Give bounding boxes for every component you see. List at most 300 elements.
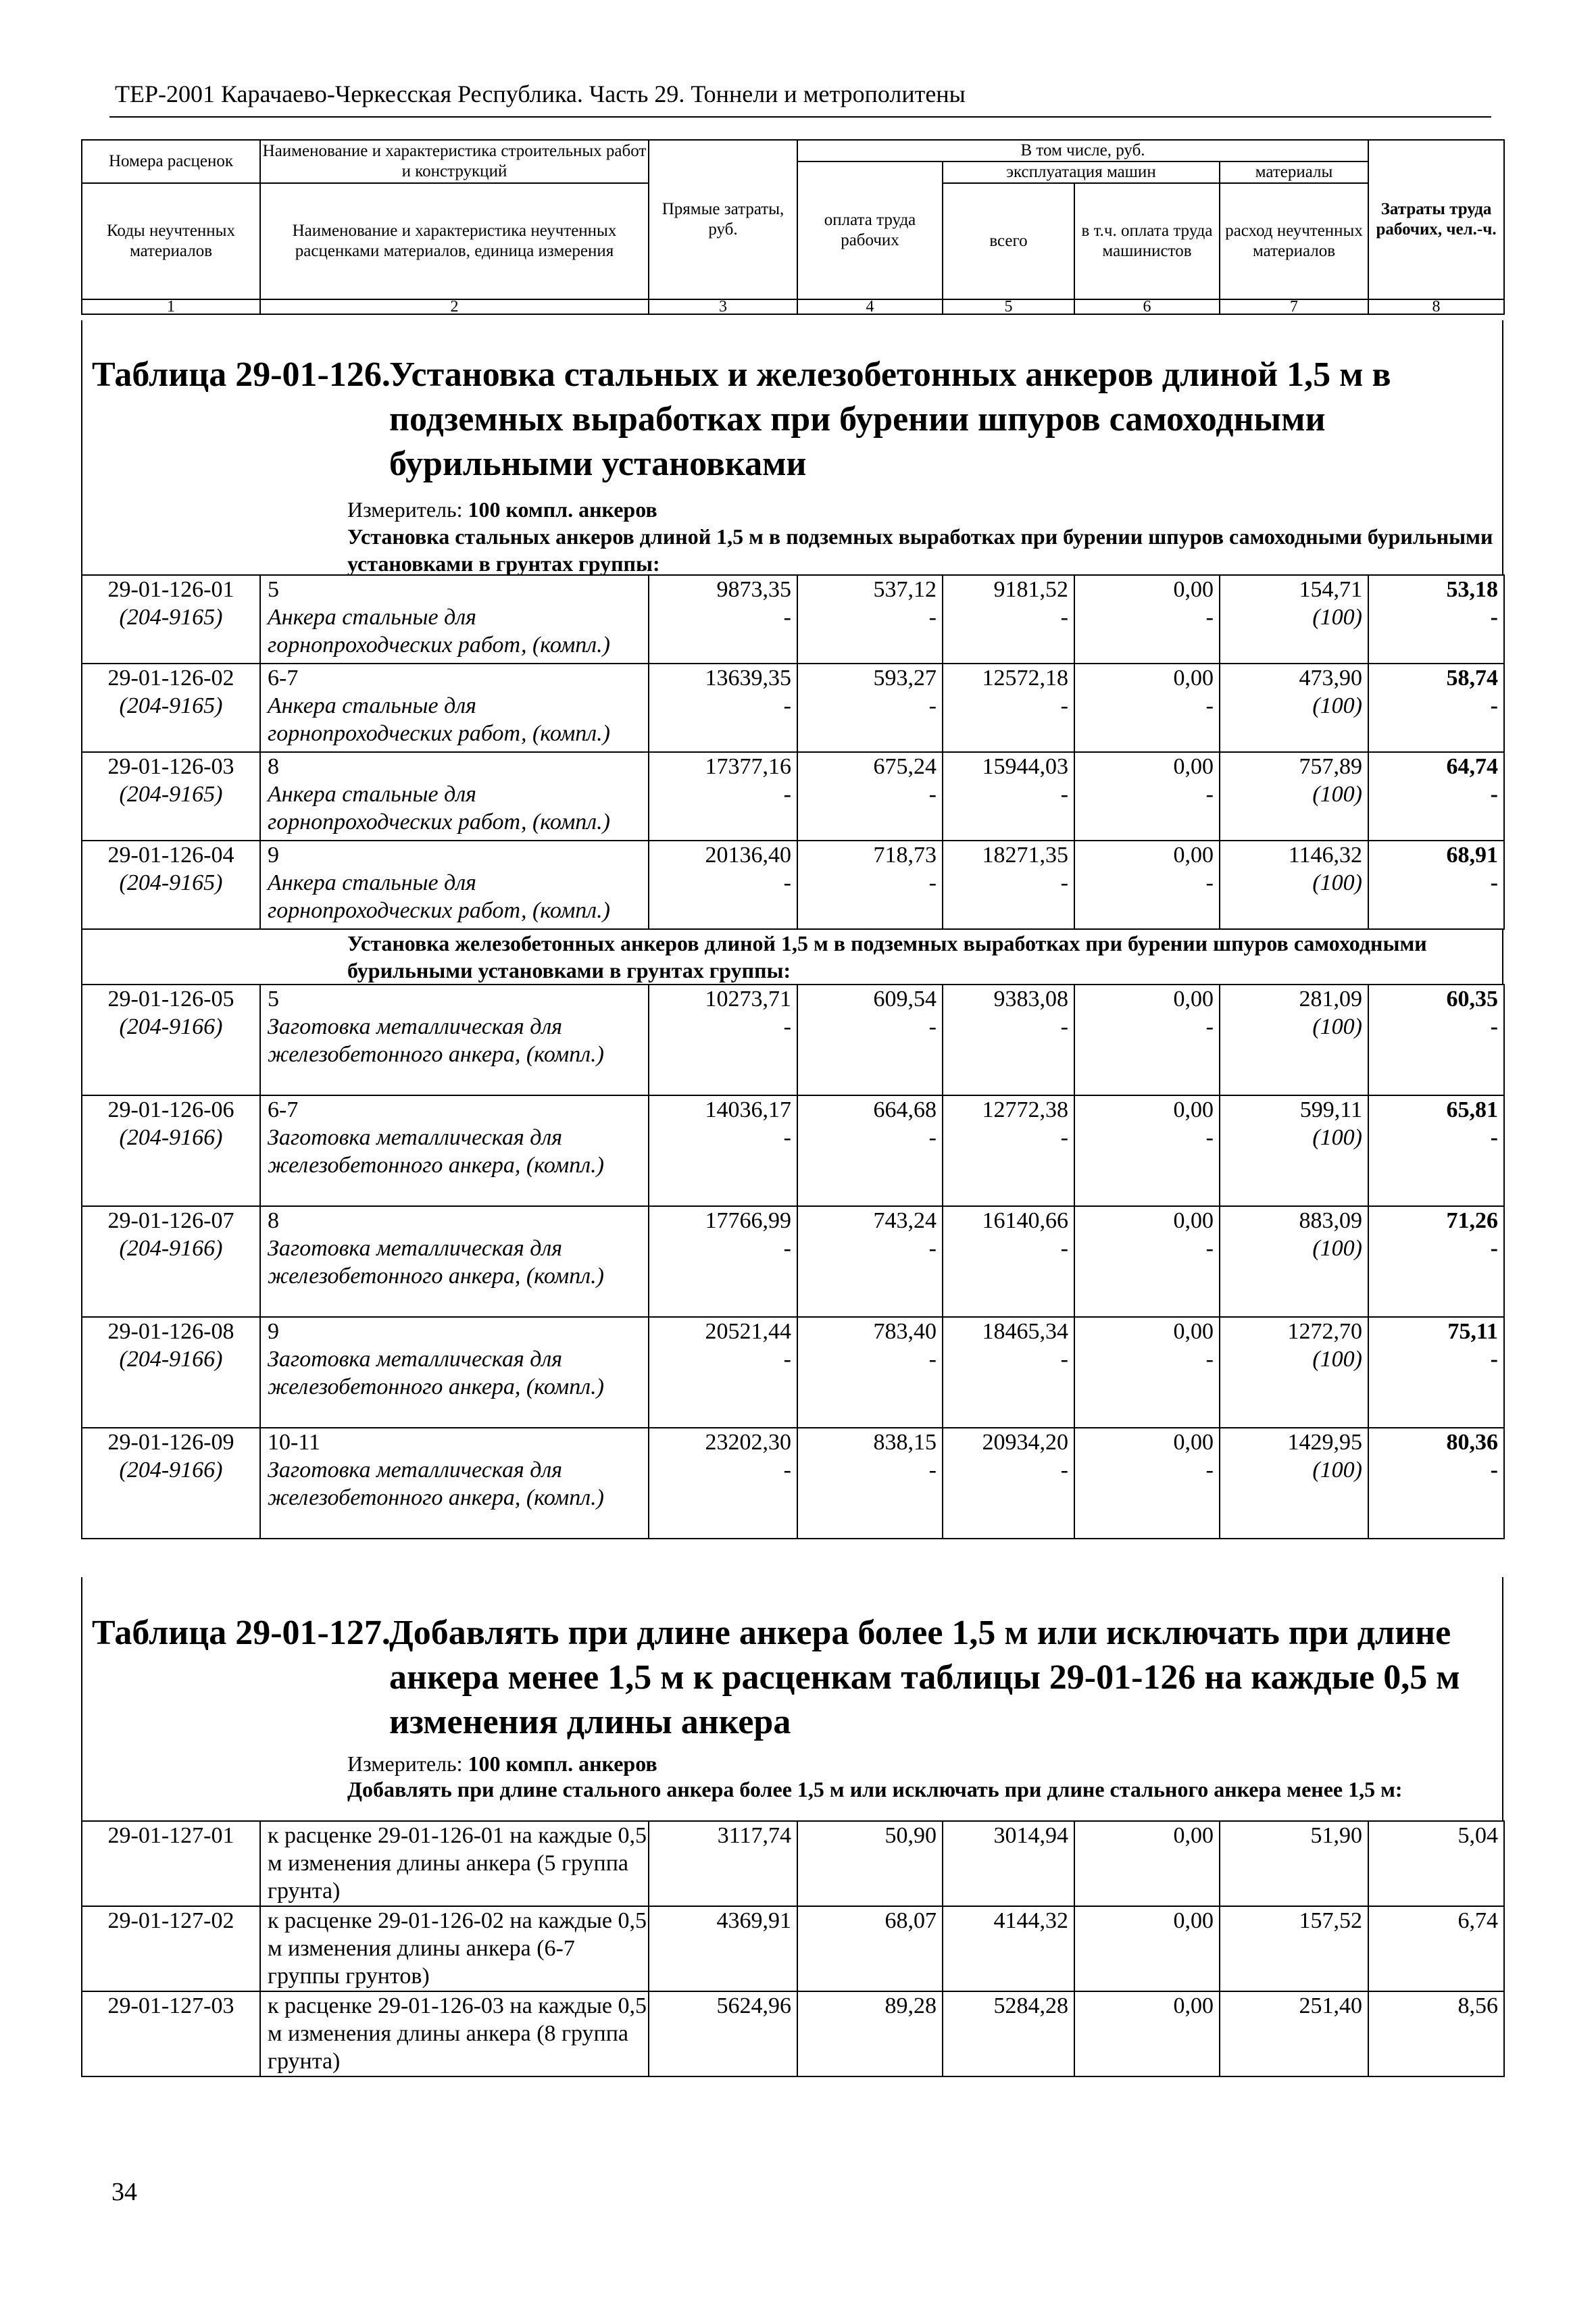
direct-cost-cell <box>649 1428 797 1539</box>
rate-code-cell <box>82 841 260 929</box>
col-number: 3 <box>649 299 797 314</box>
rate-name: 10-11 <box>268 1430 321 1455</box>
wages: 609,54 <box>873 987 937 1012</box>
col7-label: расход неучтенных материалов <box>1220 183 1368 299</box>
rate-name-cell <box>260 575 649 664</box>
rate-name: 8 <box>268 754 279 779</box>
direct-cost: 13639,35 <box>705 666 791 691</box>
labor-cell <box>1368 1095 1504 1206</box>
wages: 89,28 <box>884 1993 937 2018</box>
rate-name-cell <box>260 841 649 929</box>
material-qty: (100) <box>1312 782 1362 807</box>
table126-number: Таблица 29-01-126. <box>92 355 391 394</box>
dash: - <box>1490 605 1498 630</box>
dash: - <box>1205 870 1214 895</box>
materials-cell <box>1220 1428 1368 1539</box>
table127-measure <box>347 1751 657 1776</box>
machines-cell <box>943 664 1074 752</box>
dash: - <box>1490 870 1498 895</box>
col-number: 8 <box>1368 299 1504 314</box>
rate-code-cell <box>82 1906 260 1991</box>
rate-row <box>82 1991 1504 2076</box>
table126-measure <box>347 497 657 522</box>
rate-row <box>82 841 1504 929</box>
rate-name: 5 <box>268 987 279 1012</box>
dash: - <box>1060 782 1068 807</box>
rate-name-cell <box>260 1428 649 1539</box>
operators-wages: 0,00 <box>1173 987 1214 1012</box>
wages-cell <box>797 1991 943 2076</box>
machines-cost: 9181,52 <box>993 577 1068 602</box>
materials-cost: 281,09 <box>1299 987 1362 1012</box>
dash: - <box>1205 693 1214 718</box>
materials-cell <box>1220 664 1368 752</box>
labor-cost: 71,26 <box>1446 1208 1498 1233</box>
direct-cost-cell <box>649 985 797 1095</box>
operators-cell <box>1074 1095 1220 1206</box>
labor-cell <box>1368 1991 1504 2076</box>
machines-cost: 9383,08 <box>993 987 1068 1012</box>
machines-cost: 5284,28 <box>993 1993 1068 2018</box>
direct-cost: 17766,99 <box>705 1208 791 1233</box>
direct-cost-cell <box>649 1821 797 1906</box>
rate-code: 29-01-127-03 <box>107 1993 234 2018</box>
direct-cost-cell <box>649 1991 797 2076</box>
labor-cell <box>1368 752 1504 841</box>
table127-title <box>92 1611 1497 1753</box>
labor-cell <box>1368 985 1504 1095</box>
wages: 838,15 <box>873 1430 937 1455</box>
operators-cell <box>1074 1906 1220 1991</box>
labor-cost: 68,91 <box>1446 843 1498 868</box>
rate-code-cell <box>82 985 260 1095</box>
dash: - <box>928 693 937 718</box>
column-numbers-row <box>82 299 1504 314</box>
rate-code: 29-01-126-06 <box>107 1097 234 1122</box>
rate-code-cell <box>82 1821 260 1906</box>
rate-code: 29-01-126-04 <box>107 843 234 868</box>
direct-cost: 20136,40 <box>705 843 791 868</box>
materials-cell <box>1220 1206 1368 1317</box>
machines-cell <box>943 841 1074 929</box>
table126-header-section <box>81 320 1503 574</box>
wages: 68,07 <box>884 1908 937 1933</box>
dash: - <box>1205 1236 1214 1261</box>
table126-title <box>92 353 1497 495</box>
labor-cost: 80,36 <box>1446 1430 1498 1455</box>
col8-label: Затраты труда рабочих, чел.-ч. <box>1368 140 1504 299</box>
material-code: (204-9165) <box>119 782 223 807</box>
wages: 675,24 <box>873 754 937 779</box>
rate-row <box>82 664 1504 752</box>
machines-cell <box>943 1317 1074 1428</box>
dash: - <box>928 1236 937 1261</box>
material-qty: (100) <box>1312 605 1362 630</box>
direct-cost: 14036,17 <box>705 1097 791 1122</box>
materials-cell <box>1220 752 1368 841</box>
materials-cost: 473,90 <box>1299 666 1362 691</box>
table127-header-section <box>81 1577 1503 1820</box>
dash: - <box>783 782 791 807</box>
rate-row <box>82 752 1504 841</box>
col6-label: в т.ч. оплата труда машинистов <box>1074 183 1220 299</box>
machines-cost: 16140,66 <box>982 1208 1068 1233</box>
rate-name-cell <box>260 752 649 841</box>
operators-cell <box>1074 1206 1220 1317</box>
materials-cost: 1146,32 <box>1288 843 1362 868</box>
rate-code: 29-01-126-09 <box>107 1430 234 1455</box>
labor-cell <box>1368 1317 1504 1428</box>
operators-wages: 0,00 <box>1173 577 1214 602</box>
material-code: (204-9166) <box>119 1458 223 1483</box>
running-header: ТЕР-2001 Карачаево-Черкесская Республика. Часть 29. Тоннели и метрополитены <box>115 80 966 107</box>
materials-cell <box>1220 985 1368 1095</box>
table127-group-heading: Добавлять при длине стального анкера более 1,5 м или исключать при длине стального анкера менее 1,5 м: <box>347 1777 1403 1801</box>
dash: - <box>928 870 937 895</box>
material-qty: (100) <box>1312 870 1362 895</box>
dash: - <box>1205 782 1214 807</box>
machines-cost: 4144,32 <box>993 1908 1068 1933</box>
rate-name: 9 <box>268 843 279 868</box>
dash: - <box>928 1125 937 1150</box>
direct-cost-cell <box>649 1317 797 1428</box>
col1-top-label: Номера расценок <box>82 140 260 183</box>
table126-rows <box>81 574 1505 930</box>
wages-cell <box>797 1906 943 1991</box>
dash: - <box>1490 1236 1498 1261</box>
dash: - <box>1060 1236 1068 1261</box>
wages-cell <box>797 985 943 1095</box>
direct-cost-cell <box>649 1906 797 1991</box>
operators-wages: 0,00 <box>1173 1823 1214 1848</box>
materials-cell <box>1220 841 1368 929</box>
labor-cost: 53,18 <box>1446 577 1498 602</box>
dash: - <box>783 1236 791 1261</box>
rate-code: 29-01-126-02 <box>107 666 234 691</box>
dash: - <box>1490 1347 1498 1372</box>
wages: 593,27 <box>873 666 937 691</box>
rate-code-cell <box>82 1991 260 2076</box>
operators-cell <box>1074 1821 1220 1906</box>
material-qty: (100) <box>1312 1236 1362 1261</box>
machines-cell <box>943 752 1074 841</box>
col2-bottom-label: Наименование и характеристика неучтенных расценками материалов, единица измерения <box>260 183 649 299</box>
page-number: 34 <box>111 2178 137 2206</box>
rate-name-cell <box>260 1821 649 1906</box>
wages: 537,12 <box>873 577 937 602</box>
materials-cost: 51,90 <box>1310 1823 1362 1848</box>
material-name: Заготовка металлическая для железобетонного анкера, (компл.) <box>268 1236 604 1289</box>
material-code: (204-9165) <box>119 870 223 895</box>
material-qty: (100) <box>1312 1458 1362 1483</box>
direct-cost: 5624,96 <box>716 1993 791 2018</box>
dash: - <box>1490 1014 1498 1039</box>
operators-wages: 0,00 <box>1173 843 1214 868</box>
rate-row <box>82 1095 1504 1206</box>
labor-cell <box>1368 841 1504 929</box>
material-name: Анкера стальные для горнопроходческих работ, (компл.) <box>268 693 610 746</box>
dash: - <box>783 1458 791 1483</box>
machines-cost: 18271,35 <box>982 843 1068 868</box>
rate-row <box>82 985 1504 1095</box>
dash: - <box>928 1014 937 1039</box>
direct-cost: 17377,16 <box>705 754 791 779</box>
direct-cost: 3117,74 <box>717 1823 791 1848</box>
material-qty: (100) <box>1312 693 1362 718</box>
direct-cost-cell <box>649 575 797 664</box>
rate-name-cell <box>260 1906 649 1991</box>
direct-cost: 23202,30 <box>705 1430 791 1455</box>
col3-label: Прямые затраты, руб. <box>649 140 797 299</box>
direct-cost-cell <box>649 752 797 841</box>
dash: - <box>1490 1125 1498 1150</box>
rate-row <box>82 1317 1504 1428</box>
dash: - <box>1060 693 1068 718</box>
labor-cost: 58,74 <box>1446 666 1498 691</box>
dash: - <box>1205 1125 1214 1150</box>
rate-code: 29-01-126-05 <box>107 987 234 1012</box>
material-name: Заготовка металлическая для железобетонного анкера, (компл.) <box>268 1125 604 1178</box>
rate-row <box>82 1428 1504 1539</box>
operators-cell <box>1074 1317 1220 1428</box>
rate-name-cell <box>260 1317 649 1428</box>
rate-name: к расценке 29-01-126-02 на каждые 0,5 м изменения длины анкера (6-7 группы грунтов) <box>268 1908 647 1989</box>
table126-group2-heading: Установка железобетонных анкеров длиной 1,5 м в подземных выработках при бурении шпуров самоходными бурильными установками в грунтах группы: <box>347 931 1427 982</box>
operators-wages: 0,00 <box>1173 1208 1214 1233</box>
rate-name: 6-7 <box>268 1097 299 1122</box>
rate-name: 6-7 <box>268 666 299 691</box>
operators-wages: 0,00 <box>1173 1993 1214 2018</box>
rate-code-cell <box>82 752 260 841</box>
col-number: 2 <box>260 299 649 314</box>
labor-cost: 75,11 <box>1447 1319 1498 1344</box>
rate-code-cell <box>82 1206 260 1317</box>
machines-cost: 15944,03 <box>982 754 1068 779</box>
materials-cost: 157,52 <box>1299 1908 1362 1933</box>
direct-cost-cell <box>649 1206 797 1317</box>
rate-code-cell <box>82 664 260 752</box>
table127-rows <box>81 1820 1505 2077</box>
wages-cell <box>797 1428 943 1539</box>
col-number: 4 <box>797 299 943 314</box>
materials-cell <box>1220 1991 1368 2076</box>
labor-cost: 6,74 <box>1457 1908 1498 1933</box>
operators-wages: 0,00 <box>1173 1430 1214 1455</box>
direct-cost-cell <box>649 664 797 752</box>
table126-group1-heading: Установка стальных анкеров длиной 1,5 м в подземных выработках при бурении шпуров самоходными бурильными установками в грунтах группы: <box>347 524 1493 576</box>
dash: - <box>1490 782 1498 807</box>
rate-name: 5 <box>268 577 279 602</box>
wages-cell <box>797 575 943 664</box>
rate-code-cell <box>82 575 260 664</box>
labor-cost: 64,74 <box>1446 754 1498 779</box>
dash: - <box>783 870 791 895</box>
machines-cost: 12572,18 <box>982 666 1068 691</box>
col-number: 6 <box>1074 299 1220 314</box>
machines-cell <box>943 985 1074 1095</box>
materials-cell <box>1220 1821 1368 1906</box>
materials-cost: 251,40 <box>1299 1993 1362 2018</box>
machines-cell <box>943 1095 1074 1206</box>
table127-number: Таблица 29-01-127. <box>92 1614 391 1652</box>
rate-code: 29-01-126-01 <box>107 577 234 602</box>
rate-row <box>82 1821 1504 1906</box>
direct-cost: 4369,91 <box>716 1908 791 1933</box>
operators-wages: 0,00 <box>1173 666 1214 691</box>
wages: 664,68 <box>873 1097 937 1122</box>
column-header-table <box>81 139 1505 315</box>
materials-cost: 757,89 <box>1299 754 1362 779</box>
rate-code-cell <box>82 1095 260 1206</box>
operators-cell <box>1074 1428 1220 1539</box>
rate-name-cell <box>260 985 649 1095</box>
materials-cost: 1272,70 <box>1287 1319 1362 1344</box>
material-name: Анкера стальные для горнопроходческих работ, (компл.) <box>268 605 610 657</box>
wages-cell <box>797 1206 943 1317</box>
material-code: (204-9165) <box>119 693 223 718</box>
rate-name: 8 <box>268 1208 279 1233</box>
operators-cell <box>1074 752 1220 841</box>
machines-cell <box>943 1821 1074 1906</box>
dash: - <box>1060 605 1068 630</box>
rate-code: 29-01-127-01 <box>107 1823 234 1848</box>
rate-code: 29-01-126-08 <box>107 1319 234 1344</box>
materials-label: материалы <box>1220 161 1368 183</box>
material-qty: (100) <box>1312 1347 1362 1372</box>
col4-label: оплата труда рабочих <box>797 161 943 299</box>
operators-cell <box>1074 1991 1220 2076</box>
operators-wages: 0,00 <box>1173 1319 1214 1344</box>
wages-cell <box>797 841 943 929</box>
dash: - <box>1060 1458 1068 1483</box>
labor-cell <box>1368 1821 1504 1906</box>
labor-cost: 60,35 <box>1446 987 1498 1012</box>
operators-cell <box>1074 841 1220 929</box>
rate-row <box>82 575 1504 664</box>
operators-cell <box>1074 575 1220 664</box>
dash: - <box>928 1347 937 1372</box>
direct-cost-cell <box>649 841 797 929</box>
machines-cell <box>943 1206 1074 1317</box>
rate-name: к расценке 29-01-126-01 на каждые 0,5 м изменения длины анкера (5 группа грунта) <box>268 1823 647 1903</box>
machines-cost: 12772,38 <box>982 1097 1068 1122</box>
rate-name-cell <box>260 1206 649 1317</box>
direct-cost: 10273,71 <box>705 987 791 1012</box>
material-code: (204-9166) <box>119 1347 223 1372</box>
labor-cost: 8,56 <box>1457 1993 1498 2018</box>
labor-cost: 5,04 <box>1457 1823 1498 1848</box>
header-rule <box>109 116 1491 118</box>
operators-wages: 0,00 <box>1173 1908 1214 1933</box>
col-number: 7 <box>1220 299 1368 314</box>
dash: - <box>783 1125 791 1150</box>
dash: - <box>783 605 791 630</box>
material-qty: (100) <box>1312 1125 1362 1150</box>
operators-wages: 0,00 <box>1173 754 1214 779</box>
rate-code: 29-01-126-03 <box>107 754 234 779</box>
direct-cost: 20521,44 <box>705 1319 791 1344</box>
dash: - <box>783 693 791 718</box>
dash: - <box>928 782 937 807</box>
materials-cell <box>1220 1095 1368 1206</box>
material-name: Анкера стальные для горнопроходческих работ, (компл.) <box>268 782 610 835</box>
dash: - <box>1205 1347 1214 1372</box>
wages: 718,73 <box>873 843 937 868</box>
machines-cell <box>943 1906 1074 1991</box>
operators-wages: 0,00 <box>1173 1097 1214 1122</box>
materials-cell <box>1220 575 1368 664</box>
machines-cost: 18465,34 <box>982 1319 1068 1344</box>
dash: - <box>1060 1347 1068 1372</box>
material-code: (204-9166) <box>119 1014 223 1039</box>
material-name: Анкера стальные для горнопроходческих работ, (компл.) <box>268 870 610 923</box>
labor-cell <box>1368 1428 1504 1539</box>
wages: 743,24 <box>873 1208 937 1233</box>
rate-row <box>82 1906 1504 1991</box>
rate-code: 29-01-127-02 <box>107 1908 234 1933</box>
machines-cost: 3014,94 <box>993 1823 1068 1848</box>
dash: - <box>1205 1458 1214 1483</box>
material-name: Заготовка металлическая для железобетонного анкера, (компл.) <box>268 1014 604 1067</box>
dash: - <box>1205 1014 1214 1039</box>
wages-cell <box>797 1821 943 1906</box>
materials-cost: 154,71 <box>1299 577 1362 602</box>
measure-value: 100 компл. анкеров <box>468 1751 657 1776</box>
rate-name: 9 <box>268 1319 279 1344</box>
labor-cell <box>1368 664 1504 752</box>
rate-name: к расценке 29-01-126-03 на каждые 0,5 м изменения длины анкера (8 группа грунта) <box>268 1993 647 2074</box>
dash: - <box>783 1347 791 1372</box>
materials-cell <box>1220 1317 1368 1428</box>
rate-name-cell <box>260 1991 649 2076</box>
rate-code-cell <box>82 1317 260 1428</box>
dash: - <box>928 605 937 630</box>
rate-code-cell <box>82 1428 260 1539</box>
materials-cell <box>1220 1906 1368 1991</box>
dash: - <box>783 1014 791 1039</box>
wages-cell <box>797 752 943 841</box>
rate-name-cell <box>260 664 649 752</box>
measure-label: Измеритель: <box>347 497 463 522</box>
operators-cell <box>1074 985 1220 1095</box>
material-qty: (100) <box>1312 1014 1362 1039</box>
table126-title-text: Установка стальных и железобетонных анкеров длиной 1,5 м в подземных выработках при бурении шпуров самоходными бурильными установками <box>389 355 1391 483</box>
machines-cell <box>943 1991 1074 2076</box>
materials-cost: 599,11 <box>1299 1097 1362 1122</box>
material-code: (204-9166) <box>119 1125 223 1150</box>
labor-cell <box>1368 1206 1504 1317</box>
machines-label: эксплуатация машин <box>943 161 1220 183</box>
direct-cost: 9873,35 <box>716 577 791 602</box>
measure-value: 100 компл. анкеров <box>468 497 657 522</box>
col-number: 5 <box>943 299 1074 314</box>
col5-label: всего <box>943 183 1074 299</box>
wages: 783,40 <box>873 1319 937 1344</box>
wages-cell <box>797 1317 943 1428</box>
col-number: 1 <box>82 299 260 314</box>
material-code: (204-9166) <box>119 1236 223 1261</box>
material-name: Заготовка металлическая для железобетонного анкера, (компл.) <box>268 1458 604 1510</box>
rate-name-cell <box>260 1095 649 1206</box>
materials-cost: 883,09 <box>1299 1208 1362 1233</box>
machines-cost: 20934,20 <box>982 1430 1068 1455</box>
measure-label: Измеритель: <box>347 1751 463 1776</box>
dash: - <box>1060 1125 1068 1150</box>
col1-bottom-label: Коды неучтенных материалов <box>82 183 260 299</box>
labor-cost: 65,81 <box>1446 1097 1498 1122</box>
dash: - <box>1060 1014 1068 1039</box>
machines-cell <box>943 575 1074 664</box>
